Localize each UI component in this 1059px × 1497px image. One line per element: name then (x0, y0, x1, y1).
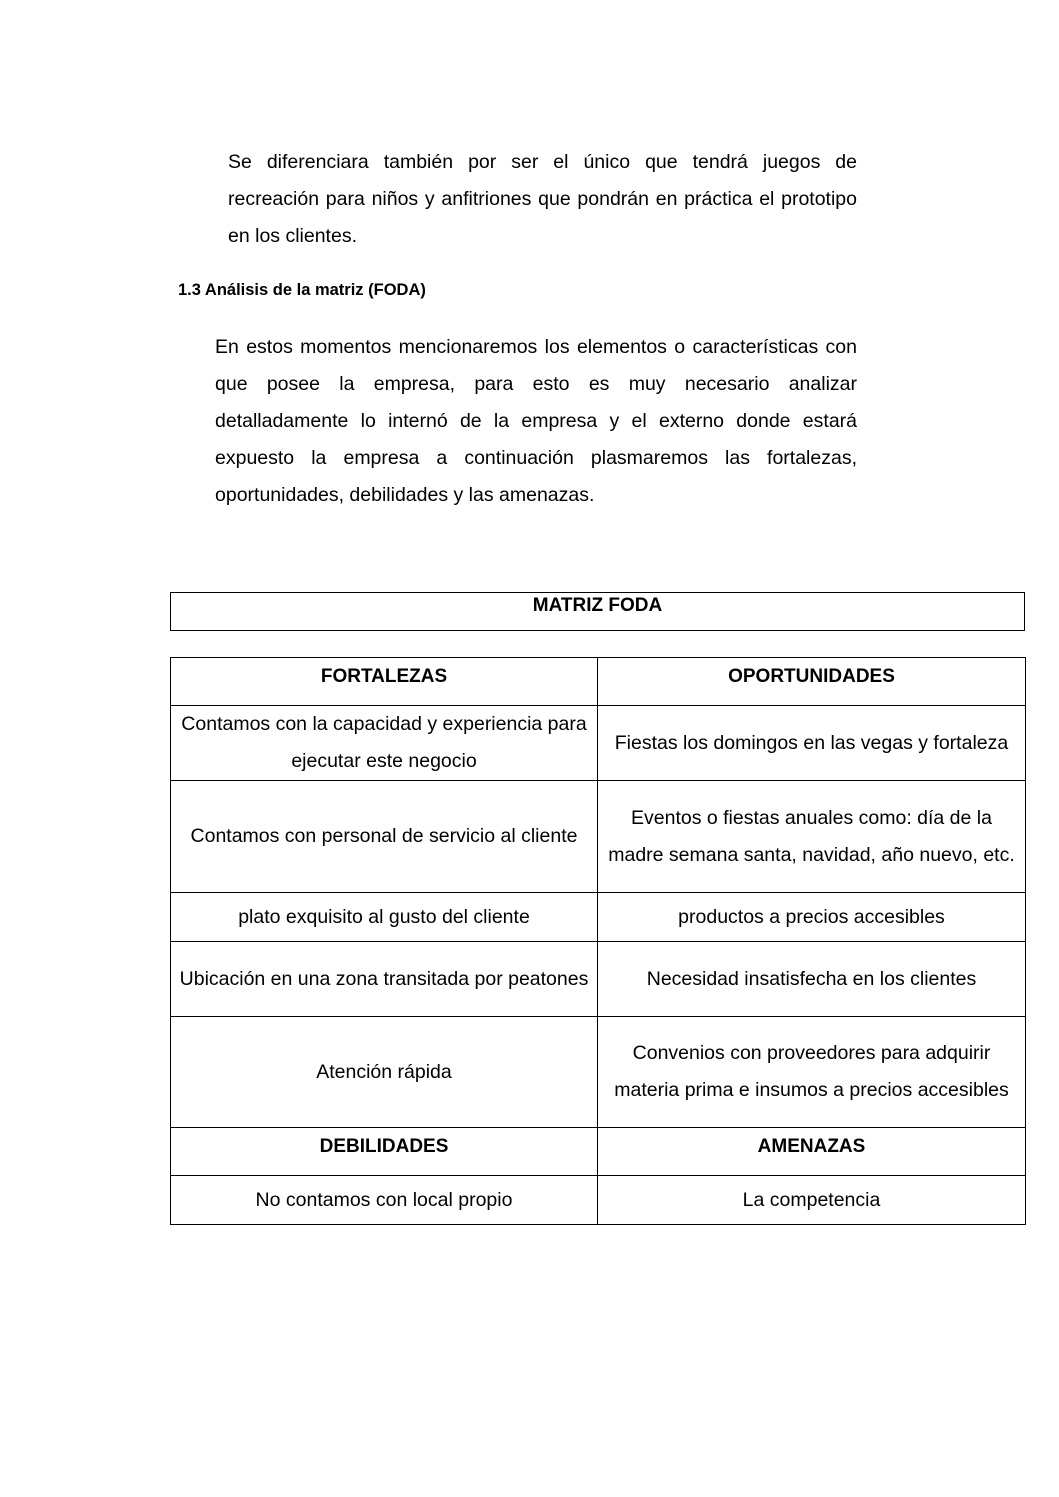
opportunity-cell: Fiestas los domingos en las vegas y fortaleza (598, 706, 1026, 781)
opportunity-cell: productos a precios accesibles (598, 893, 1026, 942)
table-subheader-row (171, 1128, 1026, 1176)
weakness-cell: No contamos con local propio (171, 1176, 598, 1225)
header-opportunities: OPORTUNIDADES (598, 658, 1026, 706)
opportunity-cell: Convenios con proveedores para adquirir materia prima e insumos a precios accesibles (598, 1017, 1026, 1128)
header-strengths: FORTALEZAS (171, 658, 598, 706)
analysis-paragraph: En estos momentos mencionaremos los elementos o características con que posee la empresa, para esto es muy necesario analizar detalladamente lo internó de la empresa y el externo donde estará expuesto la empresa a continuación plasmaremos las fortalezas, oportunidades, debilidades y las amenazas. (215, 336, 857, 506)
table-row (171, 1176, 1026, 1225)
table-row (171, 706, 1026, 781)
table-header-row (171, 658, 1026, 706)
intro-paragraph: Se diferenciara también por ser el único que tendrá juegos de recreación para niños y anfitriones que pondrán en práctica el prototipo en los clientes. (228, 151, 857, 247)
table-row (171, 942, 1026, 1017)
strength-cell: plato exquisito al gusto del cliente (171, 893, 598, 942)
table-row (171, 1017, 1026, 1128)
strength-cell: Contamos con personal de servicio al cliente (171, 781, 598, 893)
foda-table (170, 657, 1026, 1225)
opportunity-cell: Eventos o fiestas anuales como: día de la madre semana santa, navidad, año nuevo, etc. (598, 781, 1026, 893)
strength-cell: Atención rápida (171, 1017, 598, 1128)
section-heading: 1.3 Análisis de la matriz (FODA) (178, 281, 426, 299)
table-row (171, 781, 1026, 893)
strength-cell: Contamos con la capacidad y experiencia para ejecutar este negocio (171, 706, 598, 781)
table-row (171, 893, 1026, 942)
strength-cell: Ubicación en una zona transitada por peatones (171, 942, 598, 1017)
threat-cell: La competencia (598, 1176, 1026, 1225)
opportunity-cell: Necesidad insatisfecha en los clientes (598, 942, 1026, 1017)
matrix-title: MATRIZ FODA (170, 592, 1025, 631)
header-weaknesses: DEBILIDADES (171, 1128, 598, 1176)
header-threats: AMENAZAS (598, 1128, 1026, 1176)
